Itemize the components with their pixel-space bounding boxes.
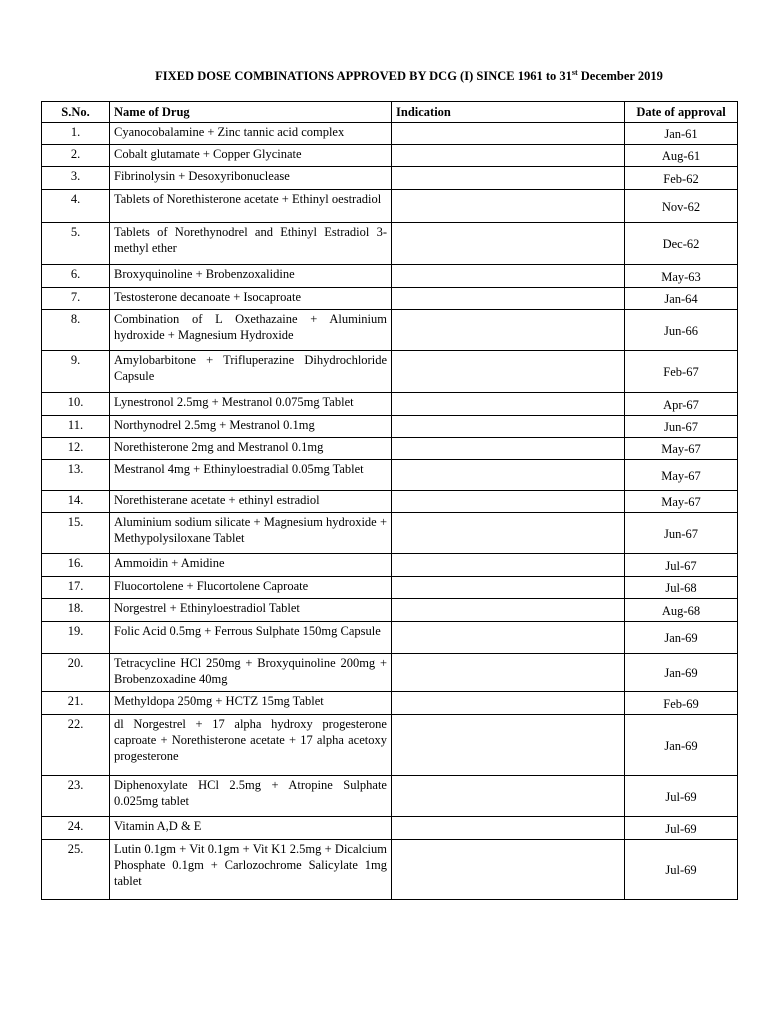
cell-indication	[392, 416, 625, 438]
cell-sno: 16.	[42, 554, 110, 577]
cell-sno: 4.	[42, 190, 110, 223]
table-row	[42, 577, 738, 599]
title-superscript: st	[571, 68, 578, 77]
cell-indication	[392, 817, 625, 840]
header-sno: S.No.	[42, 102, 110, 123]
cell-drug-name: Methyldopa 250mg + HCTZ 15mg Tablet	[110, 692, 392, 715]
cell-drug-name: Lutin 0.1gm + Vit 0.1gm + Vit K1 2.5mg + Dicalcium Phosphate 0.1gm + Carlozochrome Salicylate 1mg tablet	[110, 840, 392, 900]
cell-indication	[392, 438, 625, 460]
cell-date: Apr-67	[625, 393, 738, 416]
cell-indication	[392, 840, 625, 900]
cell-date: Jan-69	[625, 622, 738, 654]
cell-drug-name: Combination of L Oxethazaine + Aluminium hydroxide + Magnesium Hydroxide	[110, 310, 392, 351]
cell-drug-name: Diphenoxylate HCl 2.5mg + Atropine Sulphate 0.025mg tablet	[110, 776, 392, 817]
cell-drug-name: Amylobarbitone + Trifluperazine Dihydrochloride Capsule	[110, 351, 392, 393]
cell-drug-name: Tablets of Norethynodrel and Ethinyl Estradiol 3-methyl ether	[110, 223, 392, 265]
cell-sno: 3.	[42, 167, 110, 190]
cell-sno: 20.	[42, 654, 110, 692]
cell-drug-name: Broxyquinoline + Brobenzoxalidine	[110, 265, 392, 288]
table-header-row	[42, 102, 738, 123]
cell-sno: 17.	[42, 577, 110, 599]
cell-indication	[392, 190, 625, 223]
cell-drug-name: Testosterone decanoate + Isocaproate	[110, 288, 392, 310]
table-row	[42, 692, 738, 715]
table-row	[42, 460, 738, 491]
cell-drug-name: Aluminium sodium silicate + Magnesium hydroxide + Methypolysiloxane Tablet	[110, 513, 392, 554]
cell-date: Feb-69	[625, 692, 738, 715]
cell-sno: 11.	[42, 416, 110, 438]
cell-drug-name: Norethisterane acetate + ethinyl estradiol	[110, 491, 392, 513]
cell-indication	[392, 776, 625, 817]
cell-drug-name: Mestranol 4mg + Ethinyloestradial 0.05mg Tablet	[110, 460, 392, 491]
cell-sno: 7.	[42, 288, 110, 310]
cell-sno: 5.	[42, 223, 110, 265]
cell-date: Aug-61	[625, 145, 738, 167]
cell-sno: 13.	[42, 460, 110, 491]
cell-indication	[392, 310, 625, 351]
cell-drug-name: Cobalt glutamate + Copper Glycinate	[110, 145, 392, 167]
cell-indication	[392, 599, 625, 622]
table-row	[42, 554, 738, 577]
cell-date: Jul-68	[625, 577, 738, 599]
cell-drug-name: Norethisterone 2mg and Mestranol 0.1mg	[110, 438, 392, 460]
cell-date: Jun-66	[625, 310, 738, 351]
table-row	[42, 145, 738, 167]
cell-sno: 25.	[42, 840, 110, 900]
cell-sno: 2.	[42, 145, 110, 167]
cell-indication	[392, 223, 625, 265]
cell-date: May-67	[625, 460, 738, 491]
cell-indication	[392, 460, 625, 491]
cell-sno: 8.	[42, 310, 110, 351]
cell-drug-name: Fluocortolene + Flucortolene Caproate	[110, 577, 392, 599]
cell-date: May-63	[625, 265, 738, 288]
table-row	[42, 416, 738, 438]
cell-sno: 12.	[42, 438, 110, 460]
cell-indication	[392, 123, 625, 145]
cell-date: Jan-69	[625, 654, 738, 692]
table-row	[42, 817, 738, 840]
table-row	[42, 393, 738, 416]
fdc-table	[41, 101, 738, 900]
table-row	[42, 622, 738, 654]
cell-drug-name: Folic Acid 0.5mg + Ferrous Sulphate 150mg Capsule	[110, 622, 392, 654]
cell-indication	[392, 513, 625, 554]
table-row	[42, 776, 738, 817]
cell-date: May-67	[625, 438, 738, 460]
cell-drug-name: Ammoidin + Amidine	[110, 554, 392, 577]
table-row	[42, 654, 738, 692]
cell-date: May-67	[625, 491, 738, 513]
cell-indication	[392, 491, 625, 513]
cell-date: Aug-68	[625, 599, 738, 622]
title-main: FIXED DOSE COMBINATIONS APPROVED BY DCG (I) SINCE 1961 to 31	[155, 69, 572, 84]
title-end: December 2019	[577, 69, 663, 84]
header-date: Date of approval	[625, 102, 738, 123]
cell-drug-name: Cyanocobalamine + Zinc tannic acid complex	[110, 123, 392, 145]
cell-sno: 14.	[42, 491, 110, 513]
table-row	[42, 491, 738, 513]
table-row	[42, 310, 738, 351]
cell-indication	[392, 145, 625, 167]
table-row	[42, 715, 738, 776]
cell-sno: 23.	[42, 776, 110, 817]
cell-sno: 9.	[42, 351, 110, 393]
cell-drug-name: Vitamin A,D & E	[110, 817, 392, 840]
cell-sno: 18.	[42, 599, 110, 622]
cell-indication	[392, 692, 625, 715]
table-row	[42, 123, 738, 145]
table-body	[42, 123, 738, 900]
cell-drug-name: dl Norgestrel + 17 alpha hydroxy progesterone caproate + Norethisterone acetate + 17 alpha acetoxy progesterone	[110, 715, 392, 776]
cell-date: Feb-67	[625, 351, 738, 393]
cell-sno: 15.	[42, 513, 110, 554]
cell-drug-name: Norgestrel + Ethinyloestradiol Tablet	[110, 599, 392, 622]
cell-drug-name: Lynestronol 2.5mg + Mestranol 0.075mg Tablet	[110, 393, 392, 416]
cell-indication	[392, 715, 625, 776]
cell-indication	[392, 167, 625, 190]
cell-drug-name: Fibrinolysin + Desoxyribonuclease	[110, 167, 392, 190]
cell-sno: 1.	[42, 123, 110, 145]
cell-date: Nov-62	[625, 190, 738, 223]
cell-indication	[392, 622, 625, 654]
cell-drug-name: Northynodrel 2.5mg + Mestranol 0.1mg	[110, 416, 392, 438]
cell-indication	[392, 351, 625, 393]
cell-date: Dec-62	[625, 223, 738, 265]
table-row	[42, 438, 738, 460]
table-row	[42, 513, 738, 554]
table-row	[42, 840, 738, 900]
document-title	[0, 68, 768, 84]
table-row	[42, 167, 738, 190]
table-row	[42, 265, 738, 288]
cell-indication	[392, 554, 625, 577]
cell-date: Feb-62	[625, 167, 738, 190]
cell-drug-name: Tablets of Norethisterone acetate + Ethinyl oestradiol	[110, 190, 392, 223]
cell-drug-name: Tetracycline HCl 250mg + Broxyquinoline 200mg + Brobenzoxadine 40mg	[110, 654, 392, 692]
table-row	[42, 351, 738, 393]
cell-sno: 6.	[42, 265, 110, 288]
cell-date: Jul-69	[625, 776, 738, 817]
cell-sno: 19.	[42, 622, 110, 654]
cell-date: Jul-69	[625, 817, 738, 840]
cell-date: Jun-67	[625, 513, 738, 554]
cell-indication	[392, 265, 625, 288]
table-row	[42, 599, 738, 622]
cell-sno: 22.	[42, 715, 110, 776]
table-row	[42, 190, 738, 223]
cell-indication	[392, 577, 625, 599]
cell-date: Jun-67	[625, 416, 738, 438]
header-name: Name of Drug	[110, 102, 392, 123]
cell-date: Jan-69	[625, 715, 738, 776]
header-indication: Indication	[392, 102, 625, 123]
cell-date: Jul-67	[625, 554, 738, 577]
cell-date: Jan-61	[625, 123, 738, 145]
cell-date: Jul-69	[625, 840, 738, 900]
cell-indication	[392, 288, 625, 310]
table-row	[42, 288, 738, 310]
cell-sno: 21.	[42, 692, 110, 715]
cell-indication	[392, 393, 625, 416]
cell-sno: 24.	[42, 817, 110, 840]
cell-indication	[392, 654, 625, 692]
table-row	[42, 223, 738, 265]
cell-sno: 10.	[42, 393, 110, 416]
cell-date: Jan-64	[625, 288, 738, 310]
